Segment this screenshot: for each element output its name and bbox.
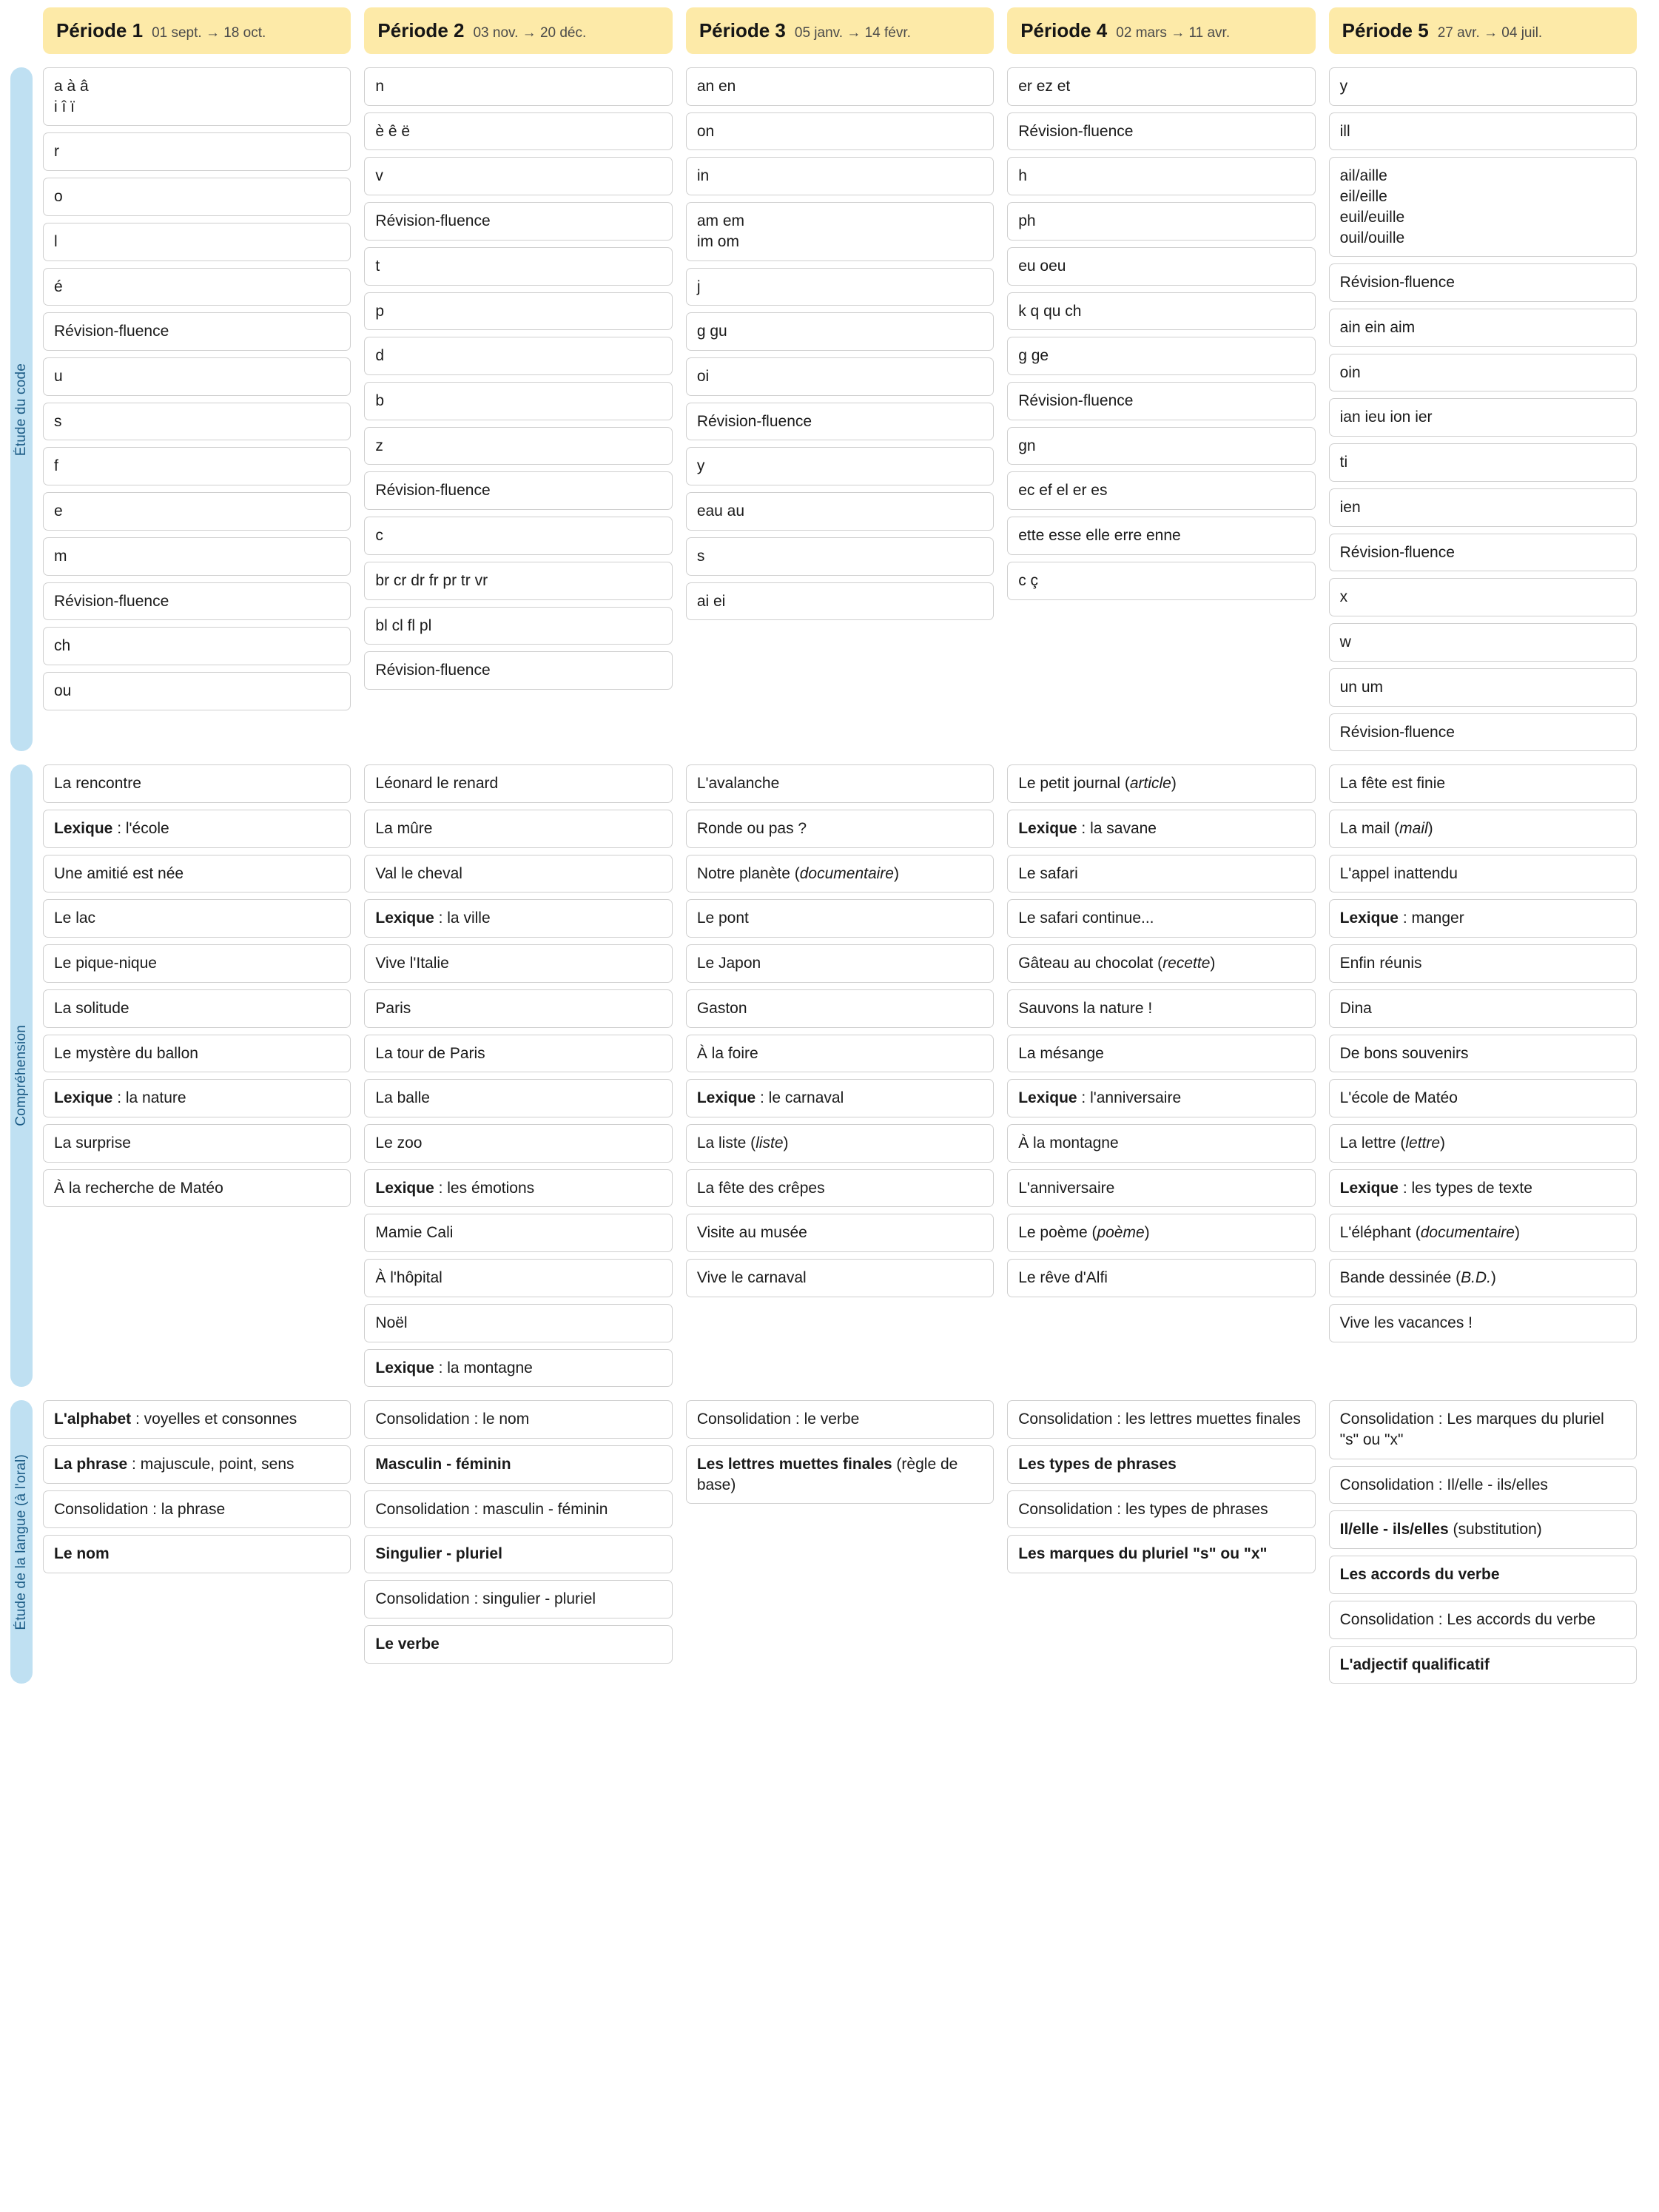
list-item[interactable]: Le rêve d'Alfi xyxy=(1007,1259,1315,1297)
period-name: Période 3 xyxy=(699,19,786,41)
list-item[interactable]: t xyxy=(364,247,672,286)
list-item[interactable]: Consolidation : les lettres muettes finales xyxy=(1007,1400,1315,1439)
list-item[interactable]: Les lettres muettes finales (règle de base) xyxy=(686,1445,994,1504)
section-label-bar xyxy=(10,764,33,1387)
list-item[interactable]: s xyxy=(686,537,994,576)
list-item[interactable]: l xyxy=(43,223,351,261)
list-item[interactable]: Sauvons la nature ! xyxy=(1007,989,1315,1028)
list-item[interactable]: Vive le carnaval xyxy=(686,1259,994,1297)
section-label-text: Étude de la langue (à l'oral) xyxy=(13,1454,29,1630)
section-label-text: Étude du code xyxy=(13,363,29,456)
column-period-1 xyxy=(43,764,351,1387)
list-item[interactable]: Consolidation : les types de phrases xyxy=(1007,1490,1315,1529)
list-item[interactable]: La tour de Paris xyxy=(364,1035,672,1073)
list-item[interactable]: f xyxy=(43,447,351,485)
list-item[interactable]: Lexique : les types de texte xyxy=(1329,1169,1637,1208)
list-item[interactable]: Gaston xyxy=(686,989,994,1028)
period-header-2 xyxy=(364,7,672,54)
list-item[interactable]: Lexique : le carnaval xyxy=(686,1079,994,1117)
list-item[interactable]: La mûre xyxy=(364,810,672,848)
list-item[interactable]: Le pique-nique xyxy=(43,944,351,983)
list-item[interactable]: L'anniversaire xyxy=(1007,1169,1315,1208)
list-item[interactable]: Révision-fluence xyxy=(43,312,351,351)
column-period-5 xyxy=(1329,1400,1637,1684)
list-item[interactable]: Lexique : la ville xyxy=(364,899,672,938)
list-item[interactable]: oin xyxy=(1329,354,1637,392)
period-header-1 xyxy=(43,7,351,54)
list-item[interactable]: m xyxy=(43,537,351,576)
list-item[interactable]: ph xyxy=(1007,202,1315,241)
list-item[interactable]: ti xyxy=(1329,443,1637,482)
list-item[interactable]: ette esse elle erre enne xyxy=(1007,517,1315,555)
section-side-label xyxy=(0,67,43,751)
list-item[interactable]: gn xyxy=(1007,427,1315,465)
column-period-3 xyxy=(686,67,994,751)
list-item[interactable]: ec ef el er es xyxy=(1007,471,1315,510)
list-item[interactable]: ain ein aim xyxy=(1329,309,1637,347)
list-item[interactable]: Consolidation : le nom xyxy=(364,1400,672,1439)
column-period-2 xyxy=(364,764,672,1387)
list-item[interactable]: La lettre (lettre) xyxy=(1329,1124,1637,1163)
column-period-1 xyxy=(43,67,351,751)
list-item[interactable]: Val le cheval xyxy=(364,855,672,893)
list-item[interactable]: b xyxy=(364,382,672,420)
list-item[interactable]: Masculin - féminin xyxy=(364,1445,672,1484)
list-item[interactable]: c xyxy=(364,517,672,555)
list-item[interactable]: Le pont xyxy=(686,899,994,938)
section-label-bar xyxy=(10,1400,33,1684)
list-item[interactable]: Vive l'Italie xyxy=(364,944,672,983)
list-item[interactable]: Il/elle - ils/elles (substitution) xyxy=(1329,1510,1637,1549)
list-item[interactable]: y xyxy=(686,447,994,485)
list-item[interactable]: À la montagne xyxy=(1007,1124,1315,1163)
list-item[interactable]: Révision-fluence xyxy=(364,651,672,690)
section-label-bar xyxy=(10,67,33,751)
list-item[interactable]: Lexique : la savane xyxy=(1007,810,1315,848)
list-item[interactable]: À la recherche de Matéo xyxy=(43,1169,351,1208)
list-item[interactable]: La rencontre xyxy=(43,764,351,803)
list-item[interactable]: Révision-fluence xyxy=(1007,382,1315,420)
section-0 xyxy=(0,54,1659,751)
period-name: Période 5 xyxy=(1342,19,1429,41)
list-item[interactable]: Le Japon xyxy=(686,944,994,983)
list-item[interactable]: La fête est finie xyxy=(1329,764,1637,803)
list-item[interactable]: De bons souvenirs xyxy=(1329,1035,1637,1073)
period-header-5 xyxy=(1329,7,1637,54)
list-item[interactable]: La liste (liste) xyxy=(686,1124,994,1163)
list-item[interactable]: e xyxy=(43,492,351,531)
list-item[interactable]: h xyxy=(1007,157,1315,195)
list-item[interactable]: v xyxy=(364,157,672,195)
list-item[interactable]: Consolidation : la phrase xyxy=(43,1490,351,1529)
list-item[interactable]: Lexique : l'anniversaire xyxy=(1007,1079,1315,1117)
column-period-4 xyxy=(1007,764,1315,1387)
list-item[interactable]: Les types de phrases xyxy=(1007,1445,1315,1484)
list-item[interactable]: ou xyxy=(43,672,351,710)
list-item[interactable]: La balle xyxy=(364,1079,672,1117)
period-header-4 xyxy=(1007,7,1315,54)
section-side-label xyxy=(0,1400,43,1684)
list-item[interactable]: La mail (mail) xyxy=(1329,810,1637,848)
list-item[interactable]: Le mystère du ballon xyxy=(43,1035,351,1073)
list-item[interactable]: o xyxy=(43,178,351,216)
list-item[interactable]: Consolidation : Il/elle - ils/elles xyxy=(1329,1466,1637,1505)
list-item[interactable]: À l'hôpital xyxy=(364,1259,672,1297)
section-label-text: Compréhension xyxy=(13,1025,29,1127)
list-item[interactable]: ian ieu ion ier xyxy=(1329,398,1637,437)
list-item[interactable]: Le nom xyxy=(43,1535,351,1573)
list-item[interactable]: L'appel inattendu xyxy=(1329,855,1637,893)
list-item[interactable]: Ronde ou pas ? xyxy=(686,810,994,848)
period-name: Période 2 xyxy=(377,19,465,41)
list-item[interactable]: Le zoo xyxy=(364,1124,672,1163)
section-side-label xyxy=(0,764,43,1387)
list-item[interactable]: La fête des crêpes xyxy=(686,1169,994,1208)
list-item[interactable]: Mamie Cali xyxy=(364,1214,672,1252)
list-item[interactable]: Révision-fluence xyxy=(364,471,672,510)
list-item[interactable]: é xyxy=(43,268,351,306)
list-item[interactable]: y xyxy=(1329,67,1637,106)
list-item[interactable]: c ç xyxy=(1007,562,1315,600)
column-period-4 xyxy=(1007,67,1315,751)
list-item[interactable]: ien xyxy=(1329,488,1637,527)
list-item[interactable]: Révision-fluence xyxy=(1329,713,1637,752)
list-item[interactable]: u xyxy=(43,357,351,396)
list-item[interactable]: Gâteau au chocolat (recette) xyxy=(1007,944,1315,983)
period-name: Période 4 xyxy=(1020,19,1108,41)
list-item[interactable]: er ez et xyxy=(1007,67,1315,106)
list-item[interactable]: Révision-fluence xyxy=(364,202,672,241)
column-period-2 xyxy=(364,1400,672,1684)
list-item[interactable]: L'avalanche xyxy=(686,764,994,803)
list-item[interactable]: x xyxy=(1329,578,1637,616)
list-item[interactable]: L'adjectif qualificatif xyxy=(1329,1646,1637,1684)
list-item[interactable]: Une amitié est née xyxy=(43,855,351,893)
period-dates: 03 nov. → 20 déc. xyxy=(473,25,587,41)
period-dates: 27 avr. → 04 juil. xyxy=(1437,25,1543,41)
list-item[interactable]: k q qu ch xyxy=(1007,292,1315,331)
list-item[interactable]: Consolidation : masculin - féminin xyxy=(364,1490,672,1529)
section-columns xyxy=(43,764,1637,1387)
list-item[interactable]: Notre planète (documentaire) xyxy=(686,855,994,893)
section-1 xyxy=(0,751,1659,1387)
list-item[interactable]: Révision-fluence xyxy=(1007,112,1315,151)
periods-header xyxy=(0,0,1659,54)
list-item[interactable]: Léonard le renard xyxy=(364,764,672,803)
list-item[interactable]: am em im om xyxy=(686,202,994,260)
period-header-3 xyxy=(686,7,994,54)
list-item[interactable]: À la foire xyxy=(686,1035,994,1073)
list-item[interactable]: Révision-fluence xyxy=(1329,263,1637,302)
list-item[interactable]: Le safari continue... xyxy=(1007,899,1315,938)
list-item[interactable]: un um xyxy=(1329,668,1637,707)
list-item[interactable]: eu oeu xyxy=(1007,247,1315,286)
column-period-3 xyxy=(686,1400,994,1684)
list-item[interactable]: z xyxy=(364,427,672,465)
list-item[interactable]: Les marques du pluriel "s" ou "x" xyxy=(1007,1535,1315,1573)
list-item[interactable]: Dina xyxy=(1329,989,1637,1028)
period-name: Période 1 xyxy=(56,19,144,41)
list-item[interactable]: L'éléphant (documentaire) xyxy=(1329,1214,1637,1252)
list-item[interactable]: w xyxy=(1329,623,1637,662)
list-item[interactable]: s xyxy=(43,403,351,441)
column-period-3 xyxy=(686,764,994,1387)
column-period-5 xyxy=(1329,67,1637,751)
list-item[interactable]: Visite au musée xyxy=(686,1214,994,1252)
list-item[interactable]: Le lac xyxy=(43,899,351,938)
list-item[interactable]: g gu xyxy=(686,312,994,351)
period-dates: 01 sept. → 18 oct. xyxy=(152,25,266,41)
list-item[interactable]: Enfin réunis xyxy=(1329,944,1637,983)
list-item[interactable]: Consolidation : Les accords du verbe xyxy=(1329,1601,1637,1639)
list-item[interactable]: La surprise xyxy=(43,1124,351,1163)
list-item[interactable]: an en xyxy=(686,67,994,106)
sections-container xyxy=(0,54,1659,1684)
list-item[interactable]: g ge xyxy=(1007,337,1315,375)
list-item[interactable]: Révision-fluence xyxy=(1329,534,1637,572)
list-item[interactable]: d xyxy=(364,337,672,375)
list-item[interactable]: Lexique : la nature xyxy=(43,1079,351,1117)
column-period-4 xyxy=(1007,1400,1315,1684)
column-period-2 xyxy=(364,67,672,751)
list-item[interactable]: Révision-fluence xyxy=(686,403,994,441)
section-columns xyxy=(43,1400,1637,1684)
list-item[interactable]: on xyxy=(686,112,994,151)
list-item[interactable]: p xyxy=(364,292,672,331)
list-item[interactable]: Noël xyxy=(364,1304,672,1342)
section-2 xyxy=(0,1387,1659,1684)
list-item[interactable]: in xyxy=(686,157,994,195)
list-item[interactable]: Le petit journal (article) xyxy=(1007,764,1315,803)
list-item[interactable]: Le safari xyxy=(1007,855,1315,893)
column-period-1 xyxy=(43,1400,351,1684)
list-item[interactable]: Le verbe xyxy=(364,1625,672,1664)
list-item[interactable]: Lexique : la montagne xyxy=(364,1349,672,1388)
list-item[interactable]: La solitude xyxy=(43,989,351,1028)
list-item[interactable]: ail/aille eil/eille euil/euille ouil/ouille xyxy=(1329,157,1637,257)
list-item[interactable]: Le poème (poème) xyxy=(1007,1214,1315,1252)
list-item[interactable]: a à â i î ï xyxy=(43,67,351,126)
list-item[interactable]: Lexique : manger xyxy=(1329,899,1637,938)
list-item[interactable]: La phrase : majuscule, point, sens xyxy=(43,1445,351,1484)
list-item[interactable]: L'école de Matéo xyxy=(1329,1079,1637,1117)
list-item[interactable]: ill xyxy=(1329,112,1637,151)
list-item[interactable]: ch xyxy=(43,627,351,665)
column-period-5 xyxy=(1329,764,1637,1387)
period-dates: 02 mars → 11 avr. xyxy=(1116,25,1231,41)
list-item[interactable]: Révision-fluence xyxy=(43,582,351,621)
period-dates: 05 janv. → 14 févr. xyxy=(794,25,911,41)
list-item[interactable]: j xyxy=(686,268,994,306)
list-item[interactable]: oi xyxy=(686,357,994,396)
list-item[interactable]: Lexique : les émotions xyxy=(364,1169,672,1208)
list-item[interactable]: eau au xyxy=(686,492,994,531)
list-item[interactable]: Vive les vacances ! xyxy=(1329,1304,1637,1342)
list-item[interactable]: Consolidation : singulier - pluriel xyxy=(364,1580,672,1618)
list-item[interactable]: Paris xyxy=(364,989,672,1028)
list-item[interactable]: è ê ë xyxy=(364,112,672,151)
list-item[interactable]: Consolidation : le verbe xyxy=(686,1400,994,1439)
list-item[interactable]: Lexique : l'école xyxy=(43,810,351,848)
section-columns xyxy=(43,67,1637,751)
list-item[interactable]: Bande dessinée (B.D.) xyxy=(1329,1259,1637,1297)
list-item[interactable]: Les accords du verbe xyxy=(1329,1556,1637,1594)
list-item[interactable]: r xyxy=(43,132,351,171)
list-item[interactable]: La mésange xyxy=(1007,1035,1315,1073)
list-item[interactable]: L'alphabet : voyelles et consonnes xyxy=(43,1400,351,1439)
list-item[interactable]: Consolidation : Les marques du pluriel "s" ou "x" xyxy=(1329,1400,1637,1459)
list-item[interactable]: n xyxy=(364,67,672,106)
list-item[interactable]: br cr dr fr pr tr vr xyxy=(364,562,672,600)
list-item[interactable]: Singulier - pluriel xyxy=(364,1535,672,1573)
list-item[interactable]: bl cl fl pl xyxy=(364,607,672,645)
list-item[interactable]: ai ei xyxy=(686,582,994,621)
